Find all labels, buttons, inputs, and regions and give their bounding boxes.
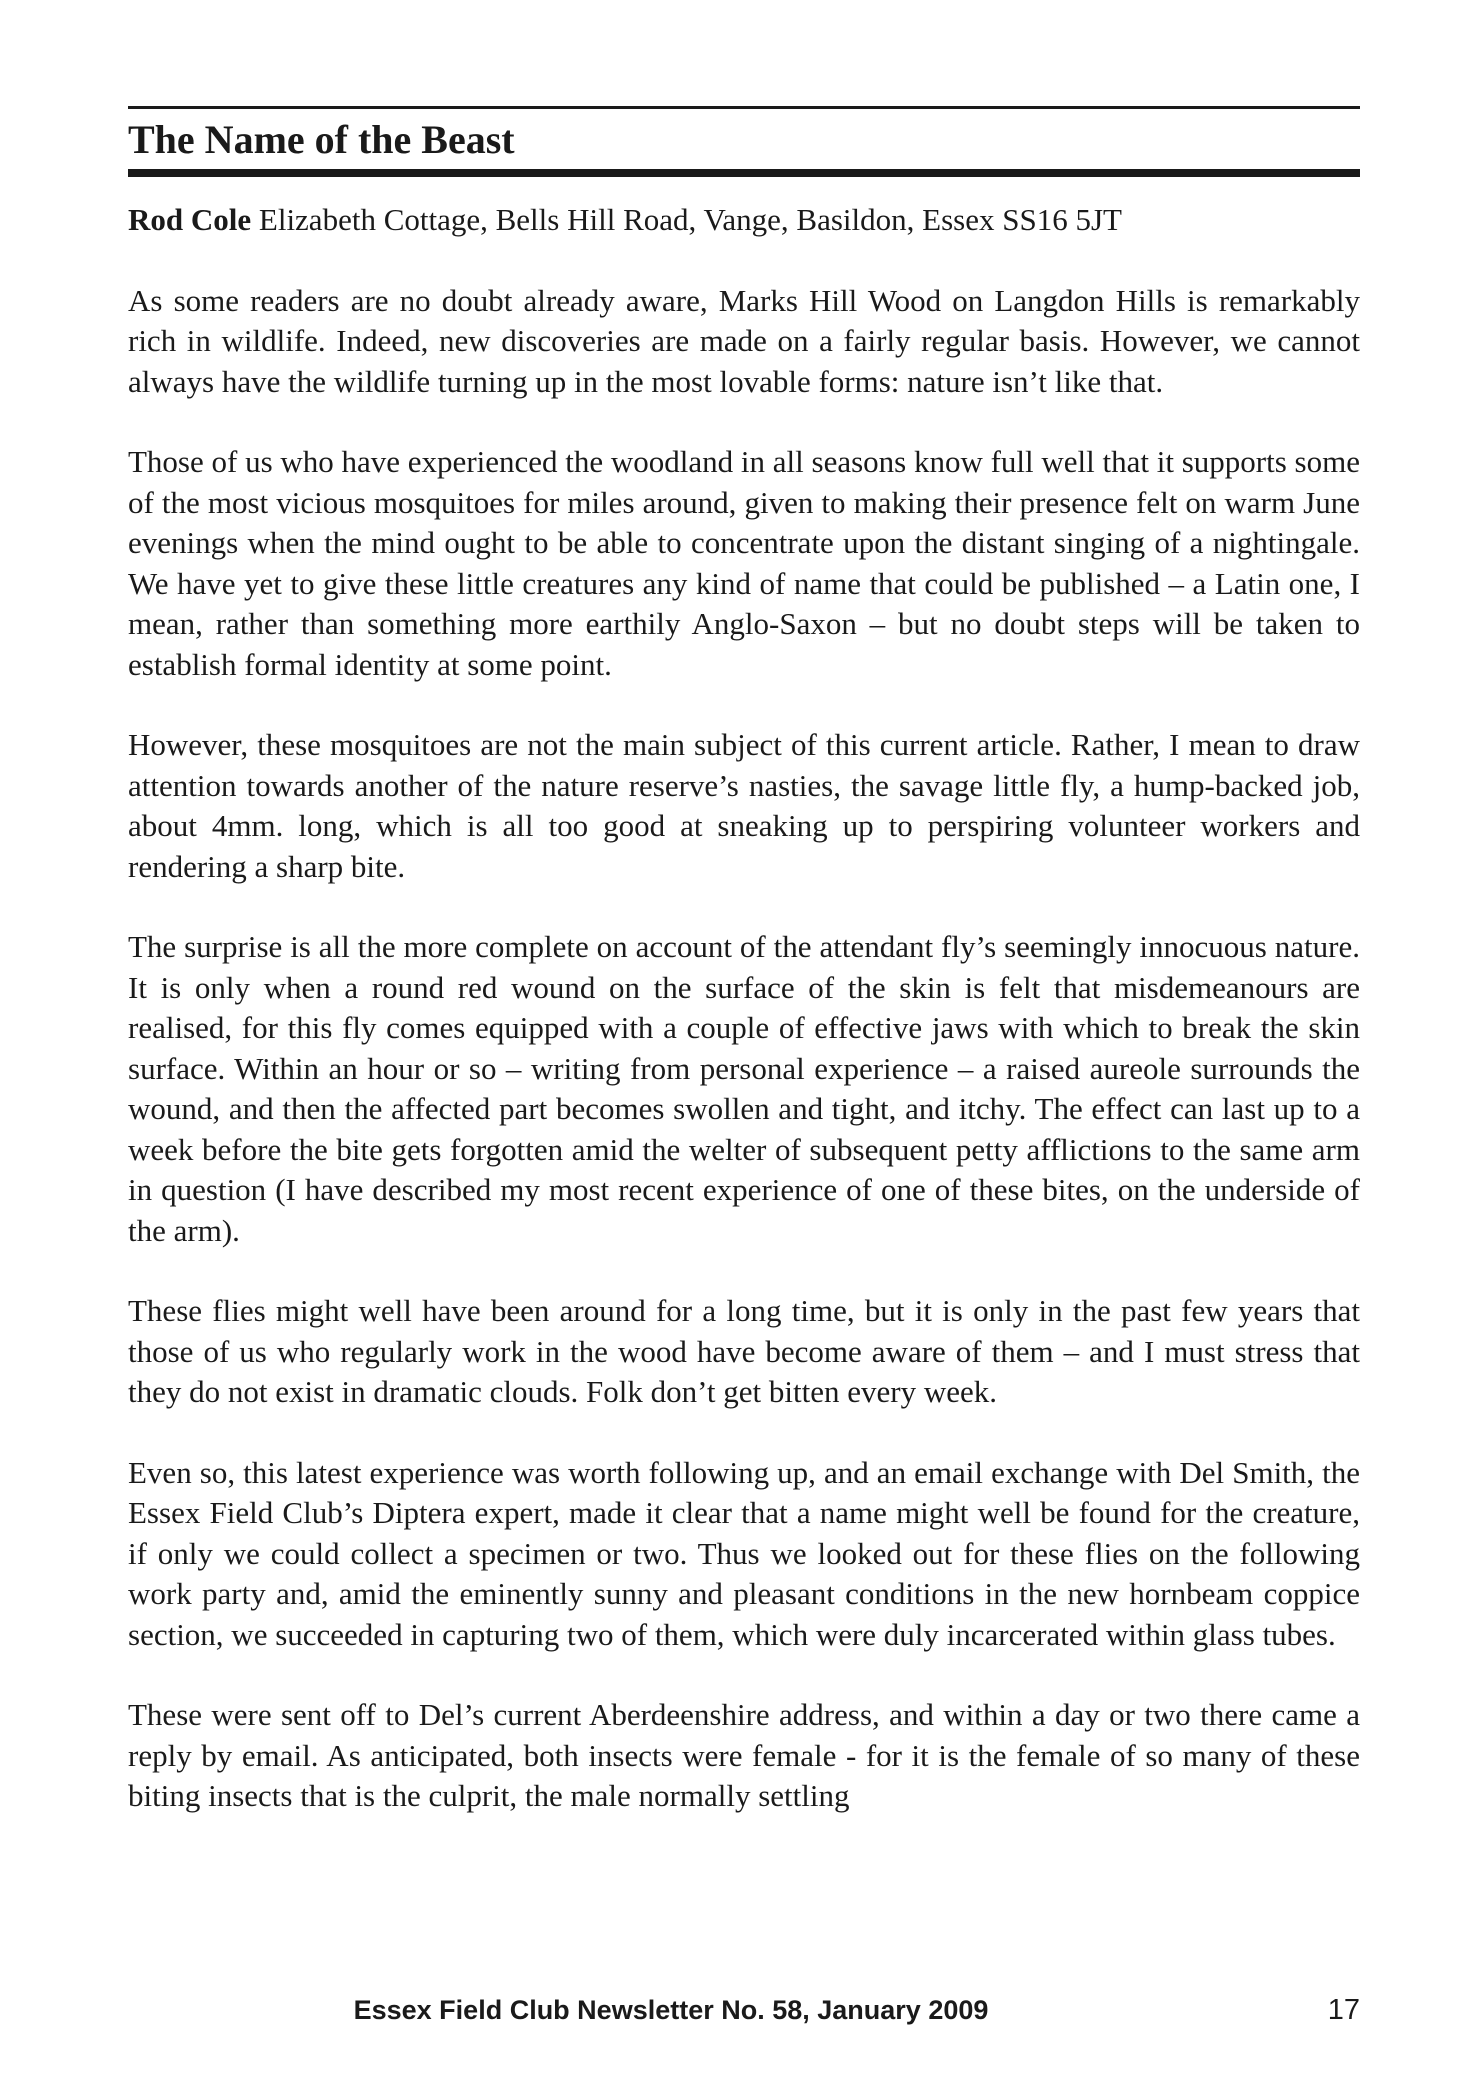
author-address: Elizabeth Cottage, Bells Hill Road, Vange, Basildon, Essex SS16 5JT: [251, 202, 1122, 237]
article-body: [128, 200, 1360, 1817]
paragraph-6: Even so, this latest experience was worth following up, and an email exchange with Del Smith, the Essex Field Club’s Diptera expert, made it clear that a name might well be found for the creature, if only we could collect a specimen or two. Thus we looked out for these flies on the following work party and, amid the eminently sunny and pleasant conditions in the new hornbeam coppice section, we succeeded in capturing two of them, which were duly incarcerated within glass tubes.: [128, 1454, 1360, 1652]
author-name: Rod Cole: [128, 202, 252, 237]
paragraph-4: The surprise is all the more complete on account of the attendant fly’s seemingly innocuous nature. It is only when a round red wound on the surface of the skin is felt that misdemeanours are realised, for this fly comes equipped with a couple of effective jaws with which to break the skin surface. Within an hour or so – writing from personal experience – a raised aureole surrounds the wound, and then the affected part becomes swollen and tight, and itchy. The effect can last up to a week before the bite gets forgotten amid the welter of subsequent petty afflictions to the same arm in question (I have described my most recent experience of one of these bites, on the underside of the arm).: [128, 929, 1360, 1248]
paragraph-2: Those of us who have experienced the woodland in all seasons know full well that it supports some of the most vicious mosquitoes for miles around, given to making their presence felt on warm June evenings when the mind ought to be able to concentrate upon the distant singing of a nightingale. We have yet to give these little creatures any kind of name that could be published – a Latin one, I mean, rather than something more earthily Anglo-Saxon – but no doubt steps will be taken to establish formal identity at some point.: [128, 444, 1360, 682]
newsletter-page: [128, 0, 1360, 2100]
paragraph-1: As some readers are no doubt already aware, Marks Hill Wood on Langdon Hills is remarkably rich in wildlife. Indeed, new discoveries are made on a fairly regular basis. However, we cannot always have the wildlife turning up in the most lovable forms: nature isn’t like that.: [128, 282, 1360, 399]
page-number: 17: [1327, 1994, 1360, 2026]
title-bottom-rule: [128, 169, 1360, 177]
page-footer: [128, 1992, 1360, 2032]
title-top-rule: [128, 106, 1360, 109]
publication-footer: Essex Field Club Newsletter No. 58, January 2009: [353, 1995, 989, 2025]
paragraph-5: These flies might well have been around for a long time, but it is only in the past few years that those of us who regularly work in the wood have become aware of them – and I must stress that they do not exist in dramatic clouds. Folk don’t get bitten every week.: [128, 1293, 1360, 1409]
paragraph-7: These were sent off to Del’s current Aberdeenshire address, and within a day or two there came a reply by email. As anticipated, both insects were female - for it is the female of so many of these biting insects that is the culprit, the male normally settling: [128, 1697, 1360, 1813]
article-title: The Name of the Beast: [128, 117, 515, 162]
byline: [128, 200, 1360, 241]
paragraph-3: However, these mosquitoes are not the main subject of this current article. Rather, I mean to draw attention towards another of the nature reserve’s nasties, the savage little fly, a hump-backed job, about 4mm. long, which is all too good at sneaking up to perspiring volunteer workers and rendering a sharp bite.: [128, 727, 1360, 884]
